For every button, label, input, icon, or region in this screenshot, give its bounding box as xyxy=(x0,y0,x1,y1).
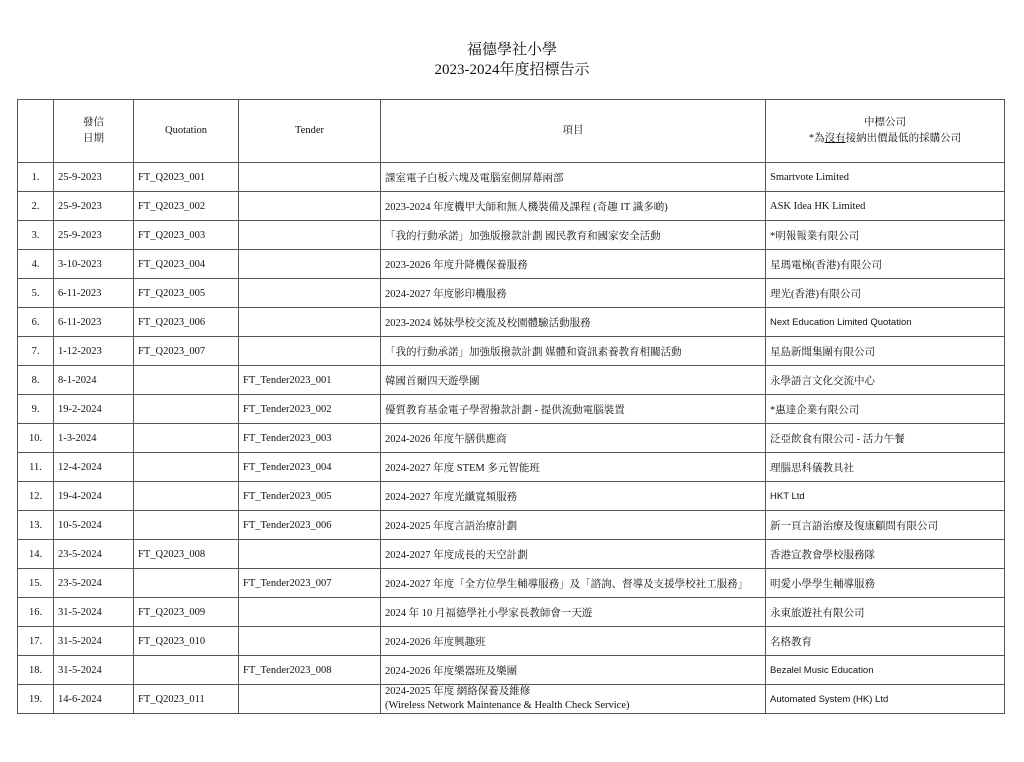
header-date-line2: 日期 xyxy=(83,133,104,144)
row-winner: *明報報業有限公司 xyxy=(766,221,1005,250)
row-tender xyxy=(239,337,381,366)
row-winner: 泛亞飲食有限公司 - 活力午餐 xyxy=(766,424,1005,453)
row-tender xyxy=(239,279,381,308)
table-row xyxy=(18,569,1005,598)
table-row xyxy=(18,308,1005,337)
row-date: 1-3-2024 xyxy=(54,424,134,453)
table-row xyxy=(18,337,1005,366)
row-item: 2024-2027 年度成長的天空計劃 xyxy=(381,540,766,569)
header-winner-line1: 中標公司 xyxy=(864,117,906,128)
row-tender xyxy=(239,250,381,279)
row-date: 31-5-2024 xyxy=(54,598,134,627)
row-quotation: FT_Q2023_010 xyxy=(134,627,239,656)
row-item: 「我的行動承諾」加強版撥款計劃 媒體和資訊素養教育相關活動 xyxy=(381,337,766,366)
row-winner: HKT Ltd xyxy=(766,482,1005,511)
header-date xyxy=(54,100,134,163)
row-number: 11. xyxy=(18,453,54,482)
row-date: 12-4-2024 xyxy=(54,453,134,482)
row-quotation: FT_Q2023_001 xyxy=(134,163,239,192)
row-winner: 永學語言文化交流中心 xyxy=(766,366,1005,395)
row-item: 課室電子白板六塊及電腦室側屏幕兩部 xyxy=(381,163,766,192)
row-date: 6-11-2023 xyxy=(54,279,134,308)
table-row xyxy=(18,627,1005,656)
table-row xyxy=(18,366,1005,395)
row-winner: 名格教育 xyxy=(766,627,1005,656)
row-tender xyxy=(239,598,381,627)
row-item: 韓國首爾四天遊學團 xyxy=(381,366,766,395)
row-tender xyxy=(239,192,381,221)
row-number: 1. xyxy=(18,163,54,192)
row-quotation xyxy=(134,511,239,540)
row-quotation xyxy=(134,366,239,395)
table-row xyxy=(18,453,1005,482)
row-winner: ASK Idea HK Limited xyxy=(766,192,1005,221)
row-number: 7. xyxy=(18,337,54,366)
table-body xyxy=(18,163,1005,714)
row-number: 6. xyxy=(18,308,54,337)
row-item xyxy=(381,685,766,714)
row-tender: FT_Tender2023_008 xyxy=(239,656,381,685)
row-item: 2024-2025 年度言語治療計劃 xyxy=(381,511,766,540)
row-date: 23-5-2024 xyxy=(54,569,134,598)
row-date: 25-9-2023 xyxy=(54,163,134,192)
row-number: 3. xyxy=(18,221,54,250)
row-item: 2024-2026 年度興趣班 xyxy=(381,627,766,656)
notice-title: 2023-2024年度招標告示 xyxy=(434,62,590,78)
row-tender: FT_Tender2023_001 xyxy=(239,366,381,395)
row-tender xyxy=(239,627,381,656)
row-tender xyxy=(239,308,381,337)
row-quotation: FT_Q2023_003 xyxy=(134,221,239,250)
row-number: 19. xyxy=(18,685,54,714)
row-item: 2024 年 10 月福德學社小學家長教師會一天遊 xyxy=(381,598,766,627)
row-quotation xyxy=(134,656,239,685)
row-quotation xyxy=(134,569,239,598)
header-no xyxy=(18,100,54,163)
row-winner: Next Education Limited Quotation xyxy=(766,308,1005,337)
row-date: 23-5-2024 xyxy=(54,540,134,569)
row-quotation xyxy=(134,424,239,453)
row-item: 2024-2027 年度「全方位學生輔導服務」及「諮詢、督導及支援學校社工服務」 xyxy=(381,569,766,598)
row-item: 2024-2026 年度樂器班及樂團 xyxy=(381,656,766,685)
row-item-line1: 2024-2025 年度 網絡保養及維修 xyxy=(385,686,531,697)
table-header-row xyxy=(18,100,1005,163)
row-number: 4. xyxy=(18,250,54,279)
row-winner: 永東旅遊社有限公司 xyxy=(766,598,1005,627)
row-winner: *惠達企業有限公司 xyxy=(766,395,1005,424)
row-item: 2024-2027 年度 STEM 多元智能班 xyxy=(381,453,766,482)
row-date: 8-1-2024 xyxy=(54,366,134,395)
row-quotation: FT_Q2023_009 xyxy=(134,598,239,627)
row-item: 2023-2024 姊妹學校交流及校園體驗活動服務 xyxy=(381,308,766,337)
row-tender: FT_Tender2023_005 xyxy=(239,482,381,511)
document-title-block xyxy=(0,40,1024,80)
header-winner-line2 xyxy=(770,131,1000,147)
row-date: 1-12-2023 xyxy=(54,337,134,366)
table-row xyxy=(18,540,1005,569)
row-date: 31-5-2024 xyxy=(54,627,134,656)
row-item: 2023-2026 年度升降機保養服務 xyxy=(381,250,766,279)
table-row xyxy=(18,511,1005,540)
header-tender: Tender xyxy=(239,100,381,163)
table-row xyxy=(18,221,1005,250)
row-quotation: FT_Q2023_011 xyxy=(134,685,239,714)
row-date: 25-9-2023 xyxy=(54,221,134,250)
row-date: 6-11-2023 xyxy=(54,308,134,337)
table-row xyxy=(18,395,1005,424)
row-date: 31-5-2024 xyxy=(54,656,134,685)
row-number: 17. xyxy=(18,627,54,656)
row-number: 8. xyxy=(18,366,54,395)
row-winner: 理光(香港)有限公司 xyxy=(766,279,1005,308)
row-tender xyxy=(239,221,381,250)
row-item: 2024-2027 年度光纖寬頻服務 xyxy=(381,482,766,511)
row-winner: 明愛小學學生輔導服務 xyxy=(766,569,1005,598)
row-date: 14-6-2024 xyxy=(54,685,134,714)
header-winner-post: 接納出價最低的採購公司 xyxy=(845,133,962,144)
row-quotation: FT_Q2023_002 xyxy=(134,192,239,221)
tender-notice-table xyxy=(17,99,1005,714)
row-tender xyxy=(239,163,381,192)
table-row xyxy=(18,598,1005,627)
row-quotation: FT_Q2023_006 xyxy=(134,308,239,337)
school-name: 福德學社小學 xyxy=(466,42,557,58)
row-quotation: FT_Q2023_007 xyxy=(134,337,239,366)
table-row xyxy=(18,163,1005,192)
row-winner: Bezalel Music Education xyxy=(766,656,1005,685)
table-row xyxy=(18,192,1005,221)
row-date: 19-4-2024 xyxy=(54,482,134,511)
row-number: 9. xyxy=(18,395,54,424)
row-quotation: FT_Q2023_008 xyxy=(134,540,239,569)
row-number: 5. xyxy=(18,279,54,308)
header-date-line1: 發信 xyxy=(83,117,104,128)
row-number: 12. xyxy=(18,482,54,511)
row-quotation xyxy=(134,453,239,482)
row-quotation: FT_Q2023_005 xyxy=(134,279,239,308)
row-number: 2. xyxy=(18,192,54,221)
row-number: 15. xyxy=(18,569,54,598)
table-row xyxy=(18,424,1005,453)
header-winner-underline: 沒有 xyxy=(824,133,846,144)
table-row xyxy=(18,279,1005,308)
row-winner: 理腦思科儀教具社 xyxy=(766,453,1005,482)
row-number: 10. xyxy=(18,424,54,453)
header-winner-pre: *為 xyxy=(808,133,825,144)
row-date: 25-9-2023 xyxy=(54,192,134,221)
row-tender xyxy=(239,685,381,714)
row-number: 13. xyxy=(18,511,54,540)
row-number: 16. xyxy=(18,598,54,627)
row-item: 「我的行動承諾」加強版撥款計劃 國民教育和國家安全活動 xyxy=(381,221,766,250)
row-number: 18. xyxy=(18,656,54,685)
table-row xyxy=(18,482,1005,511)
table-row xyxy=(18,685,1005,714)
table-row xyxy=(18,656,1005,685)
row-tender xyxy=(239,540,381,569)
row-tender: FT_Tender2023_004 xyxy=(239,453,381,482)
row-date: 3-10-2023 xyxy=(54,250,134,279)
row-winner: 香港宣教會學校服務隊 xyxy=(766,540,1005,569)
row-tender: FT_Tender2023_003 xyxy=(239,424,381,453)
row-item-line2: (Wireless Network Maintenance & Health Check Service) xyxy=(385,700,630,711)
row-winner: 星島新聞集團有限公司 xyxy=(766,337,1005,366)
row-date: 10-5-2024 xyxy=(54,511,134,540)
row-winner: 星瑪電梯(香港)有限公司 xyxy=(766,250,1005,279)
row-date: 19-2-2024 xyxy=(54,395,134,424)
row-item: 2024-2027 年度影印機服務 xyxy=(381,279,766,308)
row-item: 2023-2024 年度機甲大師和無人機裝備及課程 (奇趣 IT 識多啲) xyxy=(381,192,766,221)
row-winner: 新一頁言語治療及復康顧問有限公司 xyxy=(766,511,1005,540)
row-quotation xyxy=(134,395,239,424)
row-winner: Automated System (HK) Ltd xyxy=(766,685,1005,714)
header-quotation: Quotation xyxy=(134,100,239,163)
row-winner: Smartvote Limited xyxy=(766,163,1005,192)
row-quotation xyxy=(134,482,239,511)
row-tender: FT_Tender2023_002 xyxy=(239,395,381,424)
row-number: 14. xyxy=(18,540,54,569)
header-winner xyxy=(766,100,1005,163)
header-item: 項目 xyxy=(381,100,766,163)
table-row xyxy=(18,250,1005,279)
row-tender: FT_Tender2023_006 xyxy=(239,511,381,540)
row-item: 2024-2026 年度午膳供應商 xyxy=(381,424,766,453)
row-quotation: FT_Q2023_004 xyxy=(134,250,239,279)
row-tender: FT_Tender2023_007 xyxy=(239,569,381,598)
row-item: 優質教育基金電子學習撥款計劃 - 提供流動電腦裝置 xyxy=(381,395,766,424)
